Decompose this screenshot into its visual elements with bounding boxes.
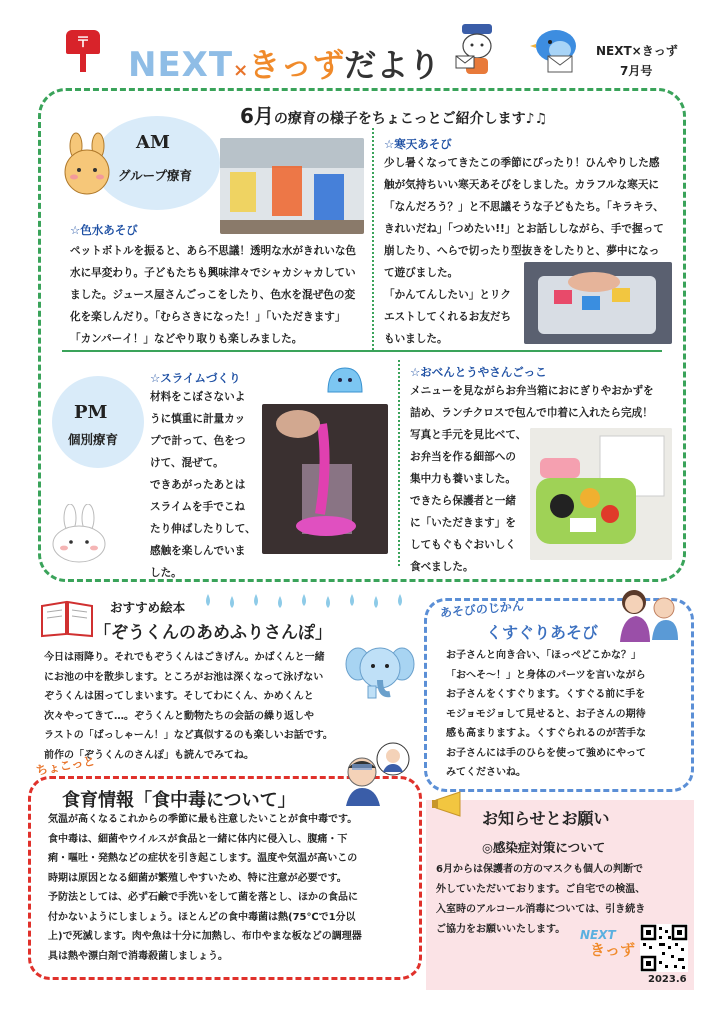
issue-date: 2023.6	[648, 974, 687, 985]
elephant-illustration	[344, 640, 416, 702]
parent-child-illustration	[614, 586, 684, 642]
food-text: 気温が高くなるこれからの季節に最も注意したいことが食中毒です。 食中毒は、細菌やウイルスが食品と一緒に体内に侵入し、腹痛・下 痢・嘔吐・発熱などの症状を引き起こします。温度や気温が高いこの 時期は原因となる細菌が繁殖しやすいため、特に注意が必要です。 予防法としては、必ず石鹸で手洗いをして菌を落とし、ほかの食品に 付かないようにしましょう。ほとんどの食中毒菌は熱(75℃で1分以 上)で死滅します。肉や魚は十分に加熱し、布巾やまな板などの調理器 具は熱や漂白剤で消毒殺菌しましょう。	[48, 814, 362, 962]
pm-sub: 個別療育	[68, 432, 119, 447]
slime-text: 材料をこぼさないよ うに慎重に計量カッ プで計って、色をつ けて、混ぜて。 できあがったあとは スライムを手でこね たり伸ばしたりして、 感触を楽しんでいま した。	[150, 391, 256, 579]
bird-mail-illustration	[528, 26, 586, 74]
brand-name: NEXT×きっず	[596, 44, 678, 58]
bunny-illustration	[48, 504, 110, 564]
kanten-photo	[524, 262, 672, 344]
am-sub: グループ療育	[118, 168, 193, 183]
next-kids-logo: NEXT きっず	[580, 928, 636, 959]
am-label: AM	[136, 132, 170, 153]
kanten-text-2: 「かんてんしたい」とリク エストしてくれるお友だち もいました。	[384, 289, 512, 345]
book-title: 「ぞうくんのあめふりさんぽ」	[94, 623, 332, 643]
bento-text: メニューを見ながらお弁当箱におにぎりやおかずを 詰め、ランチクロスで包んで巾着に入れたら完成！	[410, 385, 654, 419]
mailbox-icon: 〒	[66, 30, 100, 74]
food-small-label: ちょこっと	[34, 753, 97, 778]
bento-photo	[530, 428, 672, 560]
iro-text: ペットボトルを振ると、あら不思議！透明な水がきれいな色 水に早変わり。子どもたちも興味津々でシャカシャカしてい ました。ジュース屋さんごっこをしたり、色水を混ぜ色の変 化を楽しんだり。「むらさきになった！」「いただきます」 「カンパーイ！」などやり取りも楽しみました。	[70, 245, 357, 345]
food-title: 食育情報「食中毒について」	[62, 790, 296, 811]
colored-water-photo	[220, 138, 364, 234]
megaphone-icon	[432, 790, 476, 818]
page-title: NEXT×きっずだより	[128, 45, 441, 85]
raindrops-decoration	[198, 592, 420, 614]
pm-label: PM	[74, 402, 108, 423]
qr-code[interactable]	[640, 924, 688, 972]
pm-divider	[398, 360, 400, 566]
am-divider	[372, 128, 374, 350]
book-heading: おすすめ絵本	[110, 600, 186, 615]
play-title-2: くすぐりあそび	[486, 623, 599, 642]
book-text: 今日は雨降り。それでもぞうくんはごきげん。かばくんと一緒 にお池の中を散歩します。ところがお池は深くなって泳げない ぞうくんは困ってしまいます。そしてわにくん、かめくんと 次々やってきて…。ぞうくんと動物たちの会話の繰り返しや ラストの「ばっしゃーん！」など真似するのも楽しいお話です。 前作の「ぞうくんのさんぽ」も読んでみてね。	[44, 652, 333, 761]
kanten-title: ☆寒天あそび	[384, 137, 452, 151]
iro-title: ☆色水あそび	[70, 223, 138, 237]
play-title-1: あそびのじかん	[439, 598, 525, 620]
kanten-text: 少し暑くなってきたこの季節にぴったり！ひんやりした感 触が気持ちいい寒天あそびをしました。カラフルな寒天に 「なんだろう？」と不思議そうな子どもたち。「キラキラ、 きれいだね」「つめたい!!」とお話ししながら、手で握って 崩したり、へらで切ったり型抜きをしたりと、夢中になっ て遊びました。	[384, 157, 664, 279]
slime-photo	[262, 404, 388, 554]
book-icon	[40, 600, 94, 638]
slime-icon	[324, 364, 366, 394]
bento-text-2: 写真と手元を見比べて、 お弁当を作る細部への 集中力も養いました。 できたら保護者と一緒 に「いただきます」を してもぐもぐおいしく 食べました。	[410, 429, 527, 573]
notice-title: お知らせとお願い	[482, 809, 610, 828]
issue-label: 7月号	[620, 64, 653, 78]
play-text: お子さんと向き合い、「ほっぺどこかな？」 「おへそ～！」と身体のパーツを言いながら お子さんをくすぐります。くすぐる前に手を モジョモジョして見せると、お子さんの期待 感も高まりますよ。くすぐられるのが苦手な お子さんには手のひらを使って強めにやって みてくださいね。	[446, 650, 646, 778]
notice-sub: ◎感染症対策について	[482, 840, 606, 855]
bento-title: ☆おべんとうやさんごっこ	[410, 365, 547, 379]
notice-text: 6月からは保護者の方のマスクも個人の判断で 外していただいております。ご自宅での検温、 入室時のアルコール消毒については、引き続き ご協力をお願いいたします。	[436, 864, 646, 935]
intro-heading: 6月の療育の様子をちょこっとご紹介します♪♫	[240, 104, 548, 128]
doctor-icon	[376, 742, 410, 776]
rabbit-illustration	[60, 132, 116, 198]
slime-title: ☆スライムづくり	[150, 371, 241, 385]
cat-mail-illustration	[452, 22, 502, 82]
am-pm-divider	[62, 350, 662, 352]
